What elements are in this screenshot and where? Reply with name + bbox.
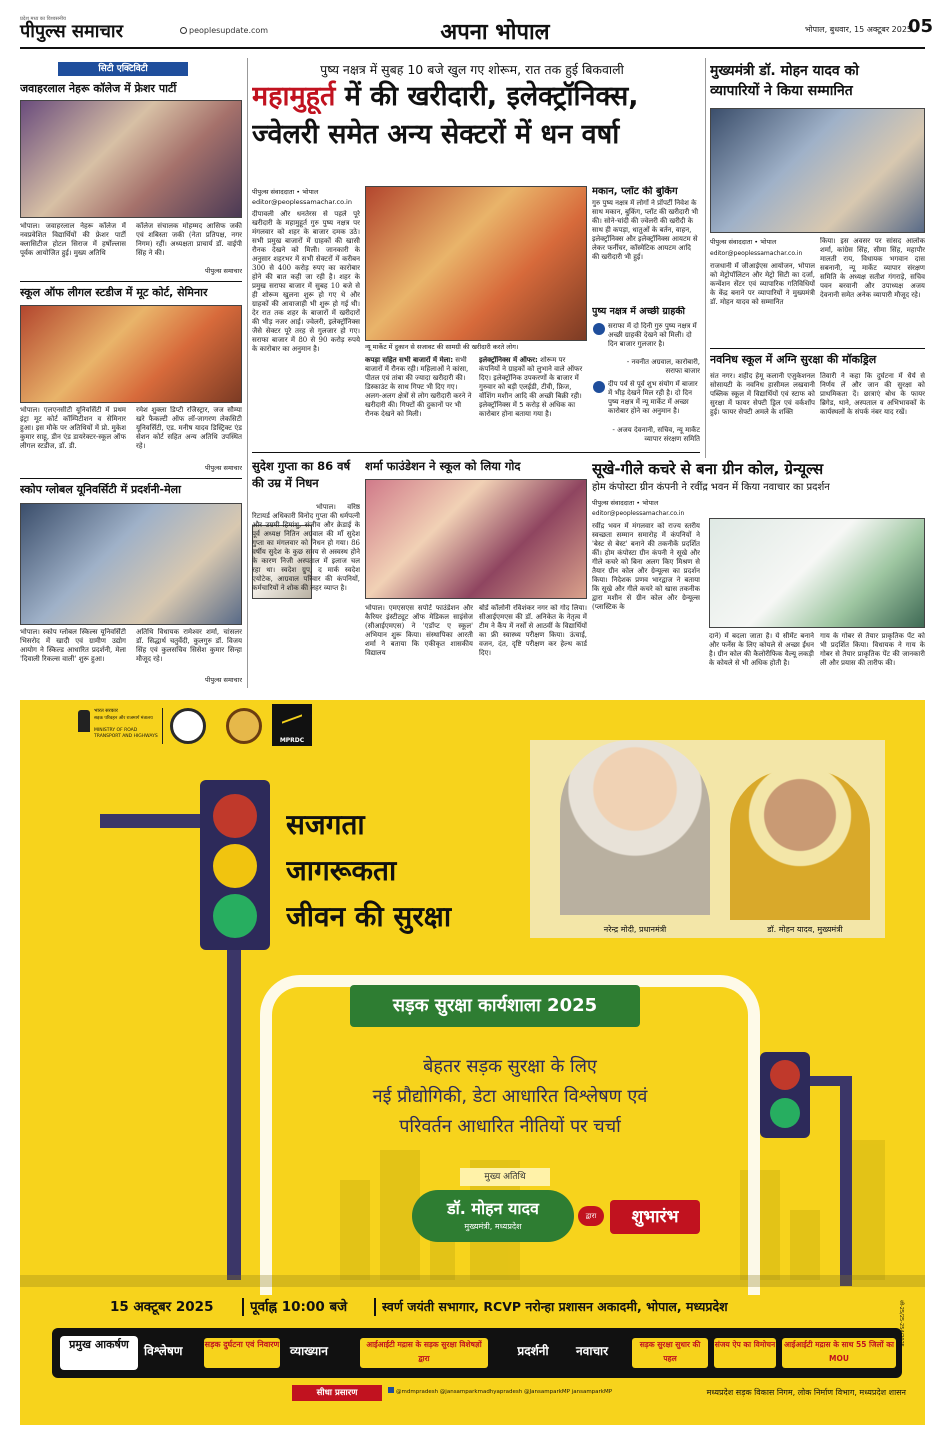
date-separator [242, 1298, 244, 1316]
sharma-photo [365, 479, 587, 599]
highlight-6-desc: आईआईटी मद्रास के साथ 55 जिलों का MOU [782, 1338, 896, 1368]
cm-email[interactable]: editor@peoplessamachar.co.in [710, 250, 803, 257]
highlight-4 [576, 1336, 708, 1370]
greencoal-body-c: गाय के गोबर से तैयार प्राकृतिक पेंट को भी प्रदर्शित किया। विधायक ने गाय के गोबर से तैयार प्राकृतिक पेंट की जानकारी ली और प्रयास की तारीफ की। [820, 632, 925, 667]
highlight-5-desc: संजय ऐप का विमोचन [714, 1338, 776, 1368]
highlights-label: प्रमुख आकर्षण [60, 1336, 138, 1370]
highlight-2-desc: आईआईटी मद्रास के सड़क सुरक्षा विशेषज्ञों द्वारा [360, 1338, 488, 1368]
sharma-body-a: भोपाल। एमएसएस सपोर्ट फाउंडेशन और कैरियर इंस्टीट्यूट ऑफ मेडिकल साइंसेज (सीआईएमएस) ने 'एडॉप्ट ए स्कूल' अभियान शुरू किया। संस्थापिका आरती शर्मा ने बताया कि एकीकृत शासकीय विद्यालय [365, 604, 473, 657]
paper-tagline: प्रदेश मध्य का विश्वसनीय [20, 16, 66, 22]
lead-bottom-rule [252, 452, 700, 453]
story2-body-a: भोपाल। एलएनसीटी यूनिवर्सिटी में प्रथम इंट्रा मूट कोर्ट कॉम्पिटीशन व सेमिनार हुआ। इस मौके पर अतिथियों में प्रो. मुकेश कुमार साहू, डीन एंड डायरेक्टर-स्कूल ऑफ लीगल स्टडीज, डॉ. डी. [20, 406, 126, 450]
quote2-attrib: - अजय देवनानी, सचिव, न्यू मार्केट व्यापार संरक्षण समिति [612, 426, 700, 443]
lead-headline-red: महामुहूर्त [252, 81, 336, 112]
yellow-light-icon [213, 844, 257, 888]
road-surface [20, 1275, 925, 1287]
navnidh-body-a: संत नगर। शहीद हेमू कलानी एजुकेशनल सोसायटी के नवनिध हासीमल लखवानी पब्लिक स्कूल में विद्यार्थियों एवं स्टाफ को सुरक्षा में फायर सेफ्टी ड्रिल एवं वर्कशॉप हुई। फायर सेफ्टी अमले के शक्ति [710, 372, 815, 416]
lead-headline-line2: ज्वेलरी समेत अन्य सेक्टरों में धन वर्षा [252, 119, 620, 150]
dateline: भोपाल, बुधवार, 15 अक्टूबर 2025 [804, 25, 912, 34]
story3-body-b: अतिथि विधायक रामेश्वर शर्मा, चांसलर डॉ. सिद्धार्थ चतुर्वेदी, कुलगुरु डॉ. विजय सिंह एवं कुलसचिव सिसेश कुमार सिन्हा मौजूद रहे। [136, 628, 242, 663]
highlight-3-title: प्रदर्शनी [517, 1344, 549, 1358]
highlight-1 [144, 1336, 282, 1370]
masthead [20, 14, 934, 45]
lead-sub1-body: सभी बाजारों में रौनक रही। महिलाओं ने कांसा, पीतल एवं तांबा की ज्यादा खरीदारी की। डिस्काउंट के साथ गिफ्ट भी दिए गए। अलग-अलग क्षेत्रों से लोग खरीदारी करने ने खरीदारी की। गिफ्टों की दुकानों पर भी रौनक देखने को मिली। [365, 356, 472, 418]
lead-byline: पीपुल्स संवाददाता • भोपाल [252, 188, 319, 196]
cm-ad-photo [730, 770, 870, 920]
highlight-2-title: व्याख्यान [290, 1344, 328, 1358]
quote2-text: दीप पर्व से पूर्व शुभ संयोग में बाजार में भीड़ देखने मिल रही है। दो दिन पुष्य नक्षत्र में न्यू मार्केट में अच्छा कारोबार होने का अनुमान है। [608, 380, 698, 415]
pm-caption: नरेन्द्र मोदी, प्रधानमंत्री [603, 925, 667, 934]
lead-sub2-head: इलेक्ट्रॉनिक्स में ऑफर: [479, 356, 538, 364]
lead-headline-rest: में की खरीदारी, इलेक्ट्रॉनिक्स, [344, 81, 639, 112]
walk-walker-icon [770, 1098, 800, 1128]
footer-org: मध्यप्रदेश सड़क विकास निगम, लोक निर्माण विभाग, मध्यप्रदेश शासन [706, 1388, 906, 1397]
chief-guest-label: मुख्य अतिथि [460, 1168, 550, 1186]
paper-logo [20, 16, 180, 42]
footer-social[interactable]: @mdmpradesh @jansamparkmadhyapradesh @JansamparkMP jansamparkMP [388, 1387, 616, 1395]
emblem-icon [78, 710, 90, 732]
story2-credit: पीपुल्स समाचार [205, 464, 242, 472]
pm-photo [560, 740, 710, 915]
navnidh-headline: नवनिध स्कूल में अग्नि सुरक्षा की मॉकड्रिल [710, 353, 877, 366]
masthead-rule [20, 47, 925, 49]
navnidh-body-b: तिवारी ने कहा कि दुर्घटना में धैर्य से निर्णय लें और जान की सुरक्षा को प्राथमिकता दें। छात्राएं बोध के फायर ब्रिगेड, थाने, अस्पताल व अभिभावकों के कार्यस्थलों के संपर्क नंबर याद रखें। [820, 372, 925, 416]
story1-headline: जवाहरलाल नेहरू कॉलेज में फ्रेशर पार्टी [20, 82, 177, 95]
traffic-light-big [200, 780, 270, 950]
story1-credit: पीपुल्स समाचार [205, 267, 242, 275]
highlight-6 [782, 1336, 896, 1370]
lead-body-col1: दीपावली और धनतेरस से पहले पूरे खरीदारी के महामुहूर्त गुरु पुष्य नक्षत्र पर मंगलवार को शहर के बाजार दमक उठे। सभी प्रमुख बाजारों में ग्राहकों की खासी रौनक देखने को मिली। जानकारी के अनुसार शहरभर में सभी सेक्टरों में करीबन 300 से 400 करोड़ रुपए का कारोबार होने की बात कही जा रही है। शहर के प्रमुख सराफा बाजार में सुबह 10 बजे से ही शोरूम खुलना शुरू हो गए थे और ग्राहकों की आवाजाही भी शुरू हो गई थी। देर रात तक शहर के बाजारों में खरीदारों की भीड़ नजर आई। ज्वेलरी, इलेक्ट्रॉनिक्स जैसे सेक्टर पूरे तरह से गुलजार हो गए। सराफा बाजार में 80 से 90 करोड़ रुपये के कारोबार का अनुमान है। [252, 210, 360, 353]
slogan-1: सजगता [286, 808, 365, 841]
paper-name: पीपुल्स समाचार [20, 21, 123, 42]
logo-divider [162, 708, 163, 744]
cm-headline-line2: व्यापारियों ने किया सम्मानित [710, 83, 853, 99]
story2-body-b: रमेश शुक्ला डिप्टी रजिस्ट्रार, जज सौम्या खरे फैकल्टी ऑफ लॉ-जागरण लेकसिटी यूनिवर्सिटी, एड. मनीष यादव डिस्ट्रिक्ट एंड सेशन कोर्ट सहित अन्य अतिथि उपस्थित रहे। [136, 406, 242, 450]
quote1-attrib: - नवनीत अग्रवाल, कारोबारी, सराफा बाजार [626, 358, 700, 375]
quote1-text: सराफा में दो दिनी गुरु पुष्य नक्षत्र में अच्छी ग्राहकी देखने को मिली। दो दिन बाजार गुलजार है। [608, 322, 697, 348]
section-badge: सिटी एक्टिविटी [58, 62, 188, 76]
chief-guest-box [412, 1190, 574, 1242]
greencoal-email[interactable]: editor@peoplessamachar.co.in [592, 510, 685, 517]
greencoal-headline: सूखे-गीले कचरे से बना ग्रीन कोल, ग्रेन्यूल्स [592, 460, 824, 478]
pedestrian-light [760, 1052, 810, 1138]
chief-guest-name: डॉ. मोहन यादव [447, 1199, 539, 1218]
time-separator [374, 1298, 376, 1316]
pedestrian-pole-vertical [840, 1076, 852, 1286]
greencoal-body-a: रवींद्र भवन में मंगलवार को राज्य स्तरीय स्वच्छता सम्मान समारोह में कंपनियों ने 'बेस्ट से बेस्ट' बनाने की तकनीकें प्रदर्शित कीं। होम कंपोस्टा ग्रीन कंपनी ने सूखे और गीले कचरे को बिना अलग किए मिश्रण से तैयार ग्रीन कोल और ग्रेन्यूल्स का प्रदर्शन किया। निदेशक प्रणव भारद्वाज ने बताया कि सूखे और गीले कचरे को खास तकनीक द्वारा मशीन से ग्रीन कोल और ग्रेन्यूल्स (प्लास्टिक के [592, 522, 700, 611]
story2-photo [20, 305, 242, 403]
lead-quote-section-head: पुष्य नक्षत्र में अच्छी ग्राहकी [592, 306, 686, 317]
inaugurate-label: शुभारंभ [610, 1200, 700, 1234]
story3-body-a: भोपाल। स्कोप ग्लोबल स्किल्स यूनिवर्सिटी भिसरोद में खादी एवं ग्रामीण उद्योग आयोग ने स्किल्ड आधारित प्रदर्शनी, मेला 'दिवाली रिकल्स वाली' शुरू हुआ। [20, 628, 126, 663]
stop-walker-icon [770, 1060, 800, 1090]
highlight-4-desc: सड़क सुरक्षा सुधार की पहल [632, 1338, 708, 1368]
left-divider-1 [20, 281, 242, 282]
lead-photo-caption: न्यू मार्केट में दुकान से सजावट की सामग्री की खरीदारी करते लोग। [365, 343, 519, 351]
side-code: जी-25/25-254/2025 [898, 1300, 904, 1347]
discussion-line1: बेहतर सड़क सुरक्षा के लिए [423, 1056, 597, 1077]
event-title: सड़क सुरक्षा कार्यशाला 2025 [350, 985, 640, 1027]
lead-photo [365, 186, 587, 341]
chief-guest-title: मुख्यमंत्री, मध्यप्रदेश [464, 1222, 522, 1231]
greencoal-body-b: दाने) में बदला जाता है। ये सीमेंट बनाने और फर्नेस के लिए कोयले से अच्छा ईंधन है। ग्रीन कोल की कैलोरीफिक वैल्यू लकड़ी के कोयले से भी अधिक होती है। [709, 632, 814, 667]
greencoal-photo [709, 518, 925, 628]
column-rule-right [705, 58, 706, 458]
lead-side-body: गुरु पुष्य नक्षत्र में लोगों ने प्रॉपर्टी निवेश के साथ मकान, बुकिंग, प्लॉट की खरीदारी भी की। सोने-चांदी की ज्वेलरी की खरीदी के साथ ही कपड़ा, धातुओं के बर्तन, वाहन, इलेक्ट्रॉनिक्स और इलेक्ट्रॉनिक्स आयटम से लेकर फर्नीचर, कॉस्मेटिक आयटम आदि की खरीदारी भी हुई। [592, 199, 699, 261]
story1-photo [20, 100, 242, 218]
highlight-5 [714, 1336, 776, 1370]
section-title: अपना भोपाल [440, 20, 550, 45]
green-light-icon [213, 894, 257, 938]
lead-sub1-head: कपड़ा सहित सभी बाजारों में मेला: [365, 356, 454, 364]
lead-kicker: पुष्य नक्षत्र में सुबह 10 बजे खुल गए शोरूम, रात तक हुई बिकवाली [320, 62, 624, 77]
cm-photo [710, 108, 925, 233]
event-date: 15 अक्टूबर 2025 [110, 1299, 214, 1315]
greencoal-byline: पीपुल्स संवाददाता • भोपाल [592, 499, 659, 507]
story1-body-b: कॉलेज संचालक मोहम्मद आसिफ जकी एवं शबिस्ता जकी (नेता प्रतिपक्ष, नगर निगम) रहीं। अध्यक्षता प्राचार्य डॉ. वाईपी सिंह ने की। [136, 222, 242, 257]
iit-logo-icon [170, 708, 206, 744]
story3-headline: स्कोप ग्लोबल यूनिवर्सिटी में प्रदर्शनी-मेला [20, 483, 181, 496]
cm-body-b: किया। इस अवसर पर सांसद आलोक शर्मा, कांग्रेस सिंह, सीमा सिंह, महापौर मालती राय, विधायक भगवान दास सबनानी, न्यू मार्केट व्यापार संरक्षण समिति के अध्यक्ष सतीश गंगराड़े, सचिव पवन बरवानी और उपाध्यक्ष अजय देवनानी समेत अनेक व्यापारी मौजूद रहे। [820, 237, 925, 299]
highlight-1-title: विश्लेषण [144, 1344, 183, 1358]
globe-icon [180, 27, 187, 34]
discussion-line3: परिवर्तन आधारित नीतियों पर चर्चा [399, 1116, 621, 1137]
greencoal-subhead: होम कंपोस्टा ग्रीन कंपनी ने रवींद्र भवन में किया नवाचार का प्रदर्शन [592, 482, 830, 493]
lead-headline-line1 [252, 80, 692, 114]
slogan-2: जागरूकता [286, 854, 397, 887]
footer-brand: सीधा प्रसारण [292, 1385, 382, 1401]
story2-headline: स्कूल ऑफ लीगल स्टडीज में मूट कोर्ट, सेमिनार [20, 286, 208, 299]
story1-body-a: भोपाल। जवाहरलाल नेहरू कॉलेज में नवप्रवेशित विद्यार्थियों की फ्रेशर पार्टी क्लासिटीज होटल सिराज में हर्षोल्लास पूर्वक आयोजित हुई। मुख्य अतिथि [20, 222, 126, 257]
lead-email[interactable]: editor@peoplessamachar.co.in [252, 198, 352, 206]
red-light-icon [213, 794, 257, 838]
road-icon [282, 708, 302, 734]
road-safety-ad[interactable] [20, 700, 925, 1425]
social-icons [388, 1387, 394, 1393]
cm-body-a: राजधानी में जीआईएस आयोजन, भोपाल को मेट्रोपॉलिटन और मेट्रो सिटी का दर्जा, कन्वेंशन सेंटर एवं व्यापारिक गतिविधियों के केंद्र बनाने पर व्यापारियों ने मुख्यमंत्री डॉ. मोहन यादव को सम्मानित [710, 262, 815, 306]
obit-body: भोपाल। वरिष्ठ रिटायर्ड अधिकारी विनोद गुप्ता की धर्मपत्नी और उम्रमी हिमांशु, संजीव और क्रेडाई के पूर्व अध्यक्ष नितिन अग्रवाल की माँ सुदेश गुप्ता का मंगलवार को निधन हो गया। 86 वर्षीय सुदेश के कुछ समय से अस्वस्थ होने के कारण निजी अस्पताल में इलाज चल रहा था। स्वदेश ग्रुप, द मार्क स्वदेश एयोटेक, आग्रवाल परिवार की कंपनियों, कर्मचारियों ने शोक की लहर व्याप्त है। [252, 503, 360, 592]
cm-byline: पीपुल्स संवाददाता • भोपाल [710, 238, 777, 246]
highlight-2 [290, 1336, 490, 1370]
lead-side-head: मकान, प्लॉट की बुकिंग [592, 186, 678, 197]
event-time: पूर्वाह्न 10:00 बजे [250, 1299, 348, 1315]
cm-caption: डॉ. मोहन यादव, मुख्यमंत्री [767, 925, 843, 934]
event-venue: स्वर्ण जयंती सभागार, RCVP नरोन्हा प्रशासन अकादमी, भोपाल, मध्यप्रदेश [382, 1299, 728, 1314]
left-divider-2 [20, 478, 242, 479]
quote1-icon [593, 323, 605, 335]
cm-bottom-rule [710, 348, 925, 349]
highlight-1-desc: सड़क दुर्घटना एवं निवारण [204, 1338, 280, 1368]
story3-photo [20, 503, 242, 625]
lead-sub1 [365, 356, 473, 446]
story3-credit: पीपुल्स समाचार [205, 676, 242, 684]
by-label: द्वारा [578, 1206, 604, 1226]
page-number: 05 [908, 16, 934, 37]
discussion-line2: नई प्रौद्योगिकी, डेटा आधारित विश्लेषण एवं [372, 1086, 648, 1107]
mp-logo-icon [226, 708, 262, 744]
mprdc-logo: MPRDC [272, 704, 312, 746]
ministry-logo: भारत सरकार सड़क परिवहन और राजमार्ग मंत्रालय MINISTRY OF ROAD TRANSPORT AND HIGHWAYS [78, 706, 158, 746]
lead-sub2 [479, 356, 587, 446]
highlight-4-title: नवाचार [576, 1344, 609, 1358]
highlight-3 [498, 1336, 568, 1370]
website-link[interactable]: peoplesupdate.com [180, 26, 300, 35]
lead-sub2-body: शोरूम पर कंपनियों ने ग्राहकों को लुभाने वाले ऑफर दिए। इलेक्ट्रॉनिक उपकरणों के बाजार में गुरुवार को बड़ी एलईडी, टीवी, फ्रिज, वॉशिंग मशीन आदि की अच्छी बिक्री रही। इलेक्ट्रॉनिक्स में 5 करोड़ से अधिक का कारोबार होना बताया गया है। [479, 356, 583, 418]
cm-headline-line1: मुख्यमंत्री डॉ. मोहन यादव को [710, 63, 859, 79]
sharma-body-b: बोर्ड कॉलोनी रविशंकर नगर को गोद लिया। सीआईएमएस की डॉ. अनिकेत के नेतृत्व में टीम ने कैंप में नर्सों से आठवीं के विद्यार्थियों का फ्री स्वास्थ्य परीक्षण किया। ऊंचाई, वजन, दंत, दृष्टि परीक्षण कर हेल्थ कार्ड दिए। [479, 604, 587, 657]
column-rule-left [247, 58, 248, 688]
sharma-headline: शर्मा फाउंडेशन ने स्कूल को लिया गोद [365, 459, 521, 473]
slogan-3: जीवन की सुरक्षा [286, 900, 452, 933]
obit-headline: सुदेश गुप्ता का 86 वर्ष की उम्र में निधन [252, 459, 351, 490]
quote2-icon [593, 381, 605, 393]
traffic-light-pole [227, 950, 241, 1280]
